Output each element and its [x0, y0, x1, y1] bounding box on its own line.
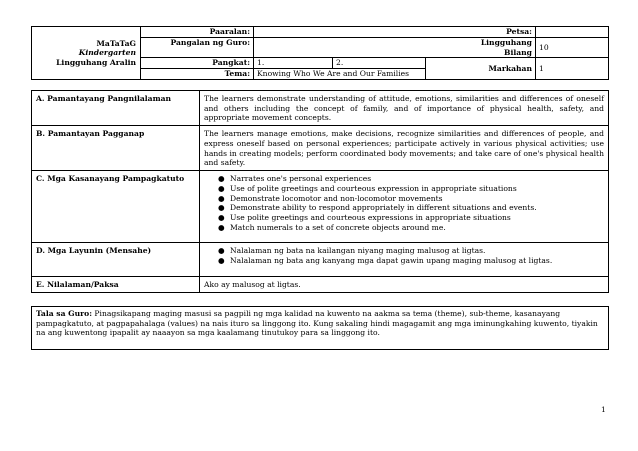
list-item: ● Use of polite greetings and courteous expression in appropriate situations	[218, 183, 517, 193]
bullet-icon: ●	[218, 246, 225, 256]
table-row	[32, 277, 609, 293]
pangkat-label: Pangkat:	[141, 58, 254, 69]
pangkat-1: 1.	[254, 58, 333, 69]
bilang-label	[254, 38, 536, 58]
school-line-2: Kindergarten	[78, 48, 136, 58]
row-label: C. Mga Kasanayang Pampagkatuto	[32, 171, 200, 243]
tema-value: Knowing Who We Are and Our Families	[254, 68, 426, 79]
bullet-icon: ●	[218, 222, 225, 232]
list-item: ● Nalalaman ng bata na kailangan niyang maging malusog at ligtas.	[218, 246, 486, 256]
note-label: Tala sa Guro:	[36, 309, 93, 318]
bullet-icon: ●	[218, 255, 225, 265]
list-item: ● Use polite greetings and courteous expressions in appropriate situations	[218, 212, 511, 222]
school-block	[32, 27, 141, 80]
bilang-value: 10	[536, 38, 609, 58]
school-line-3: Lingguhang Aralin	[56, 57, 136, 67]
list-item: ● Demonstrate locomotor and non-locomotor movements	[218, 193, 443, 203]
table-row	[32, 126, 609, 171]
table-row	[32, 171, 609, 243]
bilang-label-line-2: Bilang	[504, 47, 532, 57]
school-line-1: MaTaTaG	[96, 38, 136, 48]
table-row	[32, 91, 609, 126]
list-item: ● Nalalaman ng bata ang kanyang mga dapat gawin upang maging malusog at ligtas.	[218, 255, 553, 265]
tema-label: Tema:	[141, 68, 254, 79]
guro-label: Pangalan ng Guro:	[141, 38, 254, 58]
row-bullets	[200, 171, 609, 243]
bullet-icon: ●	[218, 193, 225, 203]
table-row	[32, 243, 609, 277]
row-text: The learners manage emotions, make decisions, recognize similarities and differences of people, and express oneself based on personal experiences; participate actively in various physical activities; use hands in creating models; perform coordinated body movements; and take care of one's physical health and safety.	[200, 126, 609, 171]
list-item: ● Narrates one's personal experiences	[218, 174, 372, 184]
lesson-table	[31, 90, 609, 293]
row-text: Ako ay malusog at ligtas.	[200, 277, 609, 293]
bullet-icon: ●	[218, 212, 225, 222]
page-number: 1	[601, 405, 606, 414]
bilang-label-line-1: Lingguhang	[480, 38, 532, 47]
row-label: D. Mga Layunin (Mensahe)	[32, 243, 200, 277]
bullet-icon: ●	[218, 183, 225, 193]
list-item: ● Demonstrate ability to respond appropriately in different situations and events.	[218, 203, 537, 213]
pangkat-2: 2.	[333, 58, 426, 69]
note-text: Pinagsikapang maging masusi sa pagpili ng mga kalidad na kuwento na aakma sa tema (theme), sub-theme, kasanayang pampagkatuto, at pagpapahalaga (values) na nais ituro sa linggong ito. Kung sakaling hindi magagamit ang mga iminungkahing kuwento, tiyakin na ang kuwentong ipapalit ay naaayon sa mga kaalamang tinutukoy para sa linggong ito.	[36, 309, 598, 338]
row-label: E. Nilalaman/Paksa	[32, 277, 200, 293]
bullet-icon: ●	[218, 203, 225, 213]
row-label: B. Pamantayan Pagganap	[32, 126, 200, 171]
header-table	[31, 26, 609, 80]
petsa-label: Petsa:	[254, 27, 536, 38]
markahan-label: Markahan	[426, 58, 536, 80]
list-item: ● Match numerals to a set of concrete objects around me.	[218, 222, 446, 232]
teacher-note	[31, 306, 609, 350]
petsa-value[interactable]	[536, 27, 609, 38]
row-bullets	[200, 243, 609, 277]
row-label: A. Pamantayang Pangnilalaman	[32, 91, 200, 126]
markahan-value: 1	[536, 58, 609, 80]
paaralan-label: Paaralan:	[141, 27, 254, 38]
bullet-icon: ●	[218, 174, 225, 184]
row-text: The learners demonstrate understanding of attitude, emotions, similarities and differences of oneself and others including the concept of family, and of importance of physical health, safety, and appropriate movement concepts.	[200, 91, 609, 126]
